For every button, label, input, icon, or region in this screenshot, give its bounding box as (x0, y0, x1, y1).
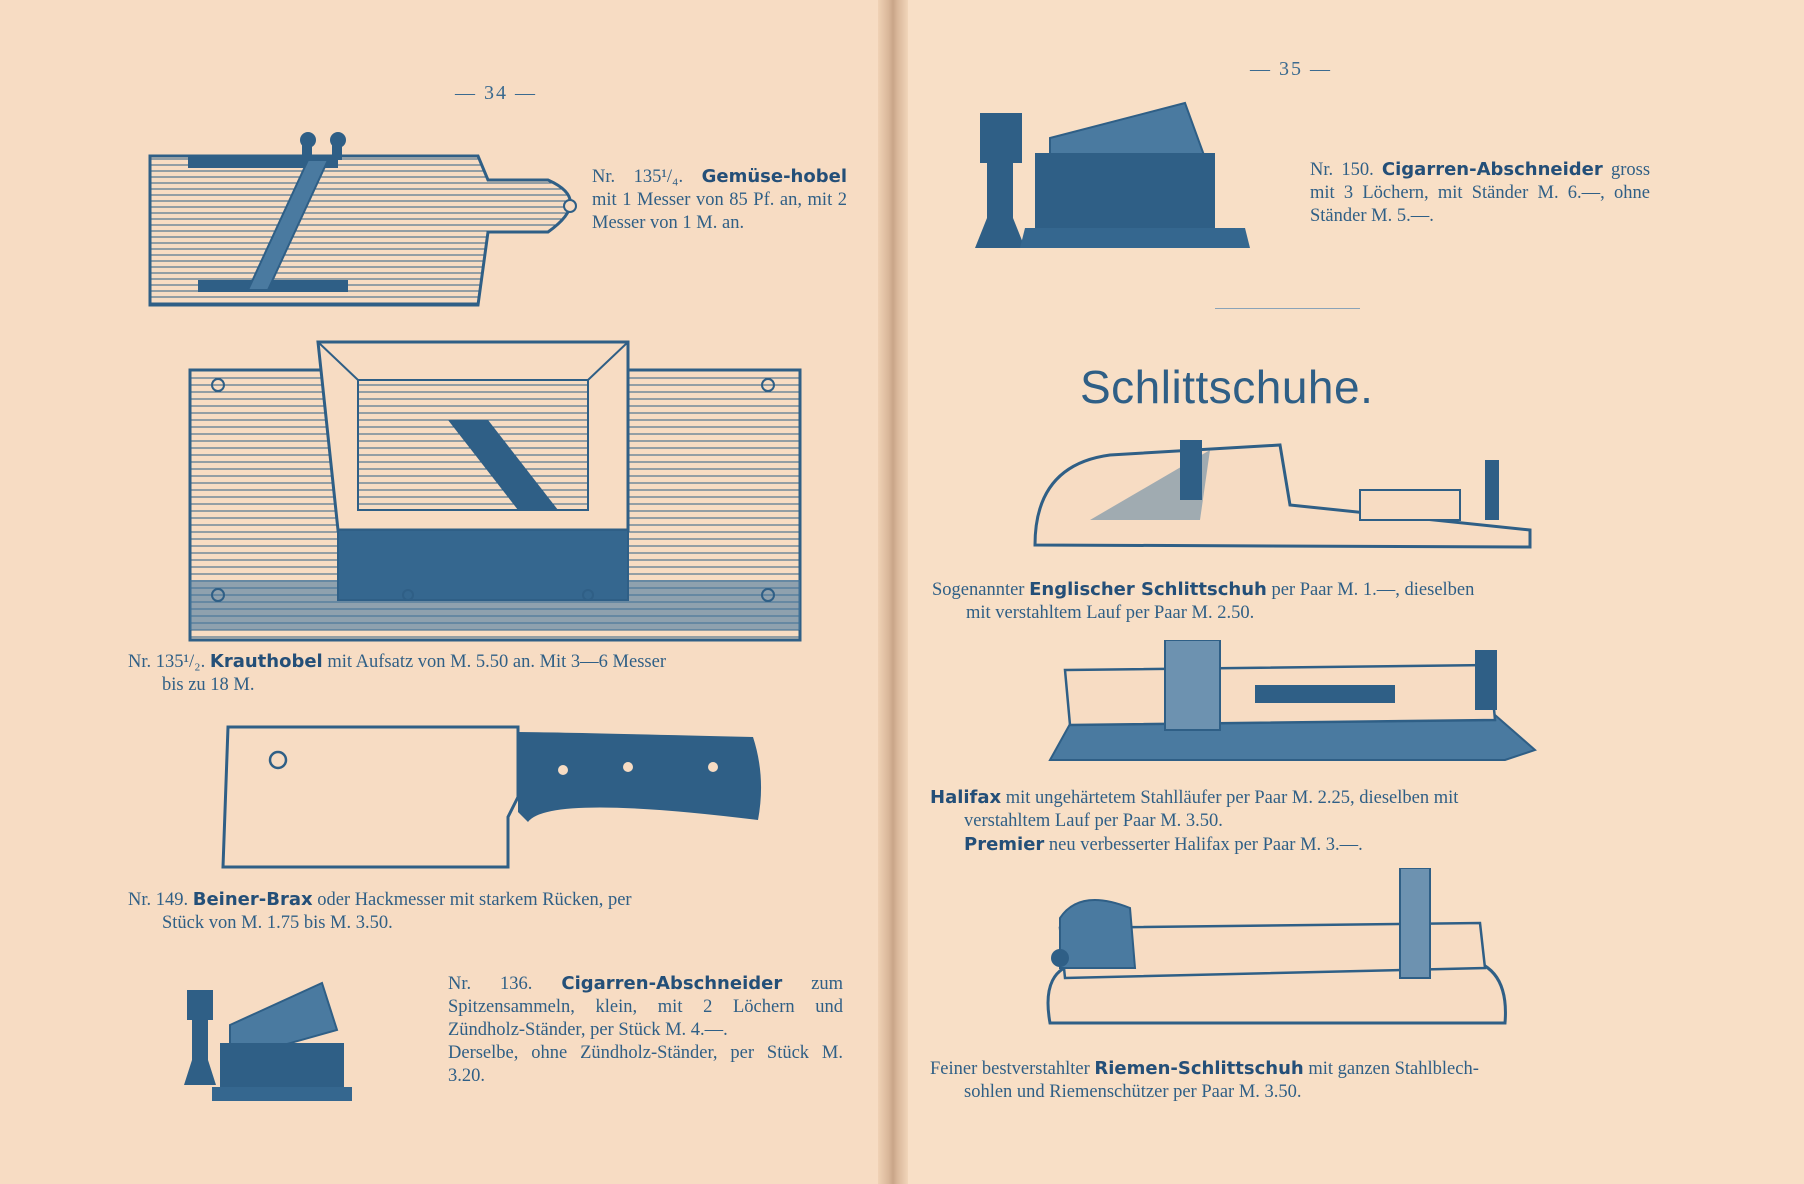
item-description-cont: bis zu 18 M. (162, 675, 255, 695)
item-name: Krauthobel (209, 651, 323, 672)
item-number: Nr. 150. (1310, 160, 1374, 180)
item-description: mit 1 Messer von 85 Pf. an, mit 2 Messer von 1 M. an. (592, 190, 847, 233)
section-heading: Schlittschuhe. (1080, 361, 1374, 413)
item-description-cont: Derselbe, ohne Zündholz-Ständer, per Stück M. 3.20. (448, 1043, 843, 1086)
item-number: Nr. 136. (448, 974, 533, 994)
item-cigar-cutter-large-caption (1310, 158, 1650, 228)
item-description-cont: sohlen und Riemenschützer per Paar M. 3.50. (964, 1082, 1302, 1102)
item-description: mit ungehärtetem Stahlläufer per Paar M. 2.25, dieselben mit (1005, 788, 1459, 808)
item-english-skate-caption (932, 578, 1652, 625)
item-cigar-cutter-small-caption (448, 972, 843, 1088)
item-name: Cigarren-Abschneider (561, 973, 783, 994)
english-skate-illustration (1030, 435, 1550, 550)
item-halifax-caption (930, 786, 1655, 857)
page-number-right: — 35 — (1250, 58, 1332, 80)
item-number: Nr. 135¹/₄. (592, 167, 684, 187)
small-cigar-cutter-illustration (182, 975, 372, 1105)
item-number: Nr. 149. (128, 890, 189, 910)
item-name: Cigarren-Abschneider (1381, 159, 1603, 180)
item-name: Riemen-Schlittschuh (1094, 1058, 1304, 1079)
item-description: oder Hackmesser mit starkem Rücken, per (317, 890, 632, 910)
item-krauthobel-caption (128, 650, 848, 697)
item-description: mit ganzen Stahlblech- (1308, 1059, 1479, 1079)
item-prefix: Feiner bestverstahlter (930, 1059, 1090, 1079)
item-name: Gemüse-hobel (701, 166, 847, 187)
vegetable-slicer-illustration (148, 120, 588, 310)
halifax-skate-illustration (1045, 640, 1540, 768)
item-description: mit Aufsatz von M. 5.50 an. Mit 3—6 Messer (327, 652, 666, 672)
item-name: Beiner-Brax (192, 889, 313, 910)
item-strap-skate-caption (930, 1057, 1655, 1104)
item-name: Englischer Schlittschuh (1029, 579, 1267, 600)
item-description-cont: verstahltem Lauf per Paar M. 3.50. (964, 811, 1223, 831)
item-beiner-brax-caption (128, 888, 848, 935)
section-divider (1215, 308, 1360, 309)
cabbage-slicer-illustration (188, 340, 803, 642)
book-gutter (878, 0, 908, 1184)
strap-skate-illustration (1040, 868, 1510, 1028)
item-description: zum Spitzensammeln, klein, mit 2 Löchern und Zündholz-Ständer, per Stück M. 4.—. (448, 974, 844, 1040)
item-description-cont: Stück von M. 1.75 bis M. 3.50. (162, 913, 393, 933)
item-description-premier: neu verbesserter Halifax per Paar M. 3.—. (1048, 835, 1363, 855)
item-name: Halifax (930, 787, 1002, 808)
item-number: Nr. 135¹/₂. (128, 652, 206, 672)
item-description: per Paar M. 1.—, dieselben (1271, 580, 1475, 600)
page-number-left: — 34 — (455, 82, 537, 104)
large-cigar-cutter-illustration (955, 98, 1255, 258)
item-name-premier: Premier (964, 834, 1045, 855)
item-description-cont: mit verstahltem Lauf per Paar M. 2.50. (966, 603, 1255, 623)
item-description: gross mit 3 Löchern, mit Ständer M. 6.—, ohne Ständer M. 5.—. (1310, 160, 1651, 226)
item-prefix: Sogenannter (932, 580, 1025, 600)
cleaver-illustration (218, 722, 763, 870)
item-gemusehobel-caption (592, 165, 847, 235)
